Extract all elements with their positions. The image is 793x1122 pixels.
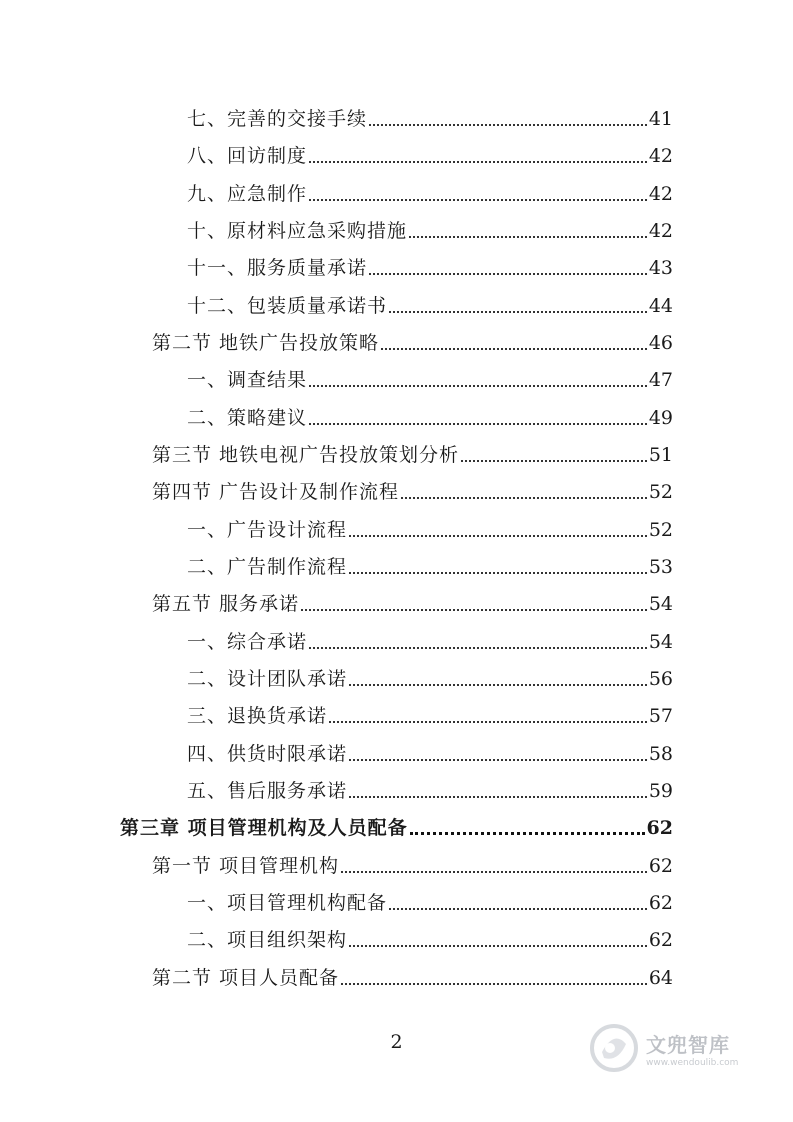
toc-entry[interactable]	[187, 666, 673, 692]
toc-entry-page: 53	[648, 556, 673, 578]
toc-entry-page: 49	[648, 407, 673, 429]
toc-entry[interactable]	[187, 517, 673, 543]
page-number: 2	[390, 1031, 403, 1053]
toc-entry-title: 一、调查结果	[187, 369, 308, 391]
toc-entry[interactable]	[187, 293, 673, 319]
dot-leader	[349, 758, 647, 761]
toc-entry[interactable]	[187, 106, 673, 132]
toc-entry-page: 56	[648, 668, 673, 690]
dot-leader	[349, 795, 647, 798]
toc-entry-title: 二、项目组织架构	[187, 929, 348, 951]
toc-entry[interactable]	[187, 218, 673, 244]
toc-entry-title: 十二、包装质量承诺书	[187, 295, 388, 317]
dot-leader	[389, 907, 647, 910]
watermark-title: 文兜智库	[646, 1032, 730, 1057]
watermark	[588, 1018, 788, 1078]
toc-entry-title: 第三节 地铁电视广告投放策划分析	[152, 444, 460, 466]
toc-entry-title: 一、综合承诺	[187, 631, 308, 653]
dot-leader	[309, 160, 647, 163]
dot-leader	[461, 459, 647, 462]
dot-leader	[349, 571, 647, 574]
toc-entry-page: 46	[648, 332, 673, 354]
dot-leader	[309, 422, 647, 425]
toc-entry-page: 42	[648, 183, 673, 205]
dot-leader	[410, 831, 645, 835]
toc-entry[interactable]	[152, 330, 673, 356]
toc-entry[interactable]	[187, 143, 673, 169]
toc-entry-title: 一、广告设计流程	[187, 519, 348, 541]
toc-entry-page: 52	[648, 519, 673, 541]
dot-leader	[369, 272, 647, 275]
toc-entry-page: 62	[648, 892, 673, 914]
toc-entry[interactable]	[187, 629, 673, 655]
toc-entry-title: 第一节 项目管理机构	[152, 855, 340, 877]
toc-entry[interactable]	[187, 405, 673, 431]
toc-entry-page: 62	[648, 855, 673, 877]
toc-entry[interactable]	[187, 554, 673, 580]
toc-entry-title: 第四节 广告设计及制作流程	[152, 481, 400, 503]
dot-leader	[329, 720, 647, 723]
toc-entry[interactable]	[152, 591, 673, 617]
toc-entry-title: 第三章 项目管理机构及人员配备	[120, 817, 408, 839]
dot-leader	[401, 496, 647, 499]
toc-entry-page: 62	[646, 817, 673, 839]
toc-entry-page: 57	[648, 705, 673, 727]
toc-entry-page: 54	[648, 631, 673, 653]
dot-leader	[349, 944, 647, 947]
toc-entry[interactable]	[187, 927, 673, 953]
toc-entry-page: 44	[648, 295, 673, 317]
toc-entry-title: 十、原材料应急采购措施	[187, 220, 408, 242]
toc-entry-page: 64	[648, 967, 673, 989]
dot-leader	[389, 310, 647, 313]
toc-entry-chapter[interactable]	[120, 815, 673, 841]
toc-entry-title: 四、供货时限承诺	[187, 743, 348, 765]
toc-entry-page: 54	[648, 593, 673, 615]
dot-leader	[369, 123, 647, 126]
watermark-logo-icon	[588, 1022, 640, 1074]
toc-entry-title: 第二节 项目人员配备	[152, 967, 340, 989]
toc-entry-title: 第二节 地铁广告投放策略	[152, 332, 380, 354]
dot-leader	[409, 235, 647, 238]
dot-leader	[309, 198, 647, 201]
toc-entry-title: 第五节 服务承诺	[152, 593, 300, 615]
toc-entry[interactable]	[152, 442, 673, 468]
dot-leader	[349, 683, 647, 686]
toc-entry[interactable]	[187, 255, 673, 281]
toc-entry-page: 52	[648, 481, 673, 503]
toc-entry[interactable]	[187, 703, 673, 729]
toc-entry[interactable]	[152, 965, 673, 991]
watermark-url: www.wendoulib.com	[646, 1057, 739, 1068]
toc-entry-title: 八、回访制度	[187, 145, 308, 167]
toc-entry[interactable]	[187, 367, 673, 393]
toc-entry-title: 五、售后服务承诺	[187, 780, 348, 802]
toc-entry-page: 42	[648, 220, 673, 242]
toc-entry-page: 62	[648, 929, 673, 951]
toc-entry[interactable]	[187, 778, 673, 804]
dot-leader	[341, 870, 647, 873]
toc-entry-page: 42	[648, 145, 673, 167]
toc-entry-title: 二、设计团队承诺	[187, 668, 348, 690]
toc-entry[interactable]	[187, 741, 673, 767]
toc-entry-title: 二、策略建议	[187, 407, 308, 429]
toc-entry-page: 41	[648, 108, 673, 130]
toc-entry-page: 58	[648, 743, 673, 765]
toc-entry[interactable]	[187, 181, 673, 207]
dot-leader	[309, 646, 647, 649]
toc-entry[interactable]	[152, 479, 673, 505]
toc-entry-page: 51	[648, 444, 673, 466]
toc-entry[interactable]	[187, 890, 673, 916]
dot-leader	[341, 982, 647, 985]
dot-leader	[381, 347, 647, 350]
toc-entry-title: 九、应急制作	[187, 183, 308, 205]
toc-entry-title: 十一、服务质量承诺	[187, 257, 368, 279]
toc-entry-title: 三、退换货承诺	[187, 705, 328, 727]
toc-entry-page: 43	[648, 257, 673, 279]
toc-entry-title: 七、完善的交接手续	[187, 108, 368, 130]
dot-leader	[301, 608, 647, 611]
toc-entry-page: 47	[648, 369, 673, 391]
dot-leader	[309, 384, 647, 387]
toc-entry-page: 59	[648, 780, 673, 802]
toc-entry[interactable]	[152, 853, 673, 879]
toc-entry-title: 一、项目管理机构配备	[187, 892, 388, 914]
dot-leader	[349, 534, 647, 537]
toc-entry-title: 二、广告制作流程	[187, 556, 348, 578]
